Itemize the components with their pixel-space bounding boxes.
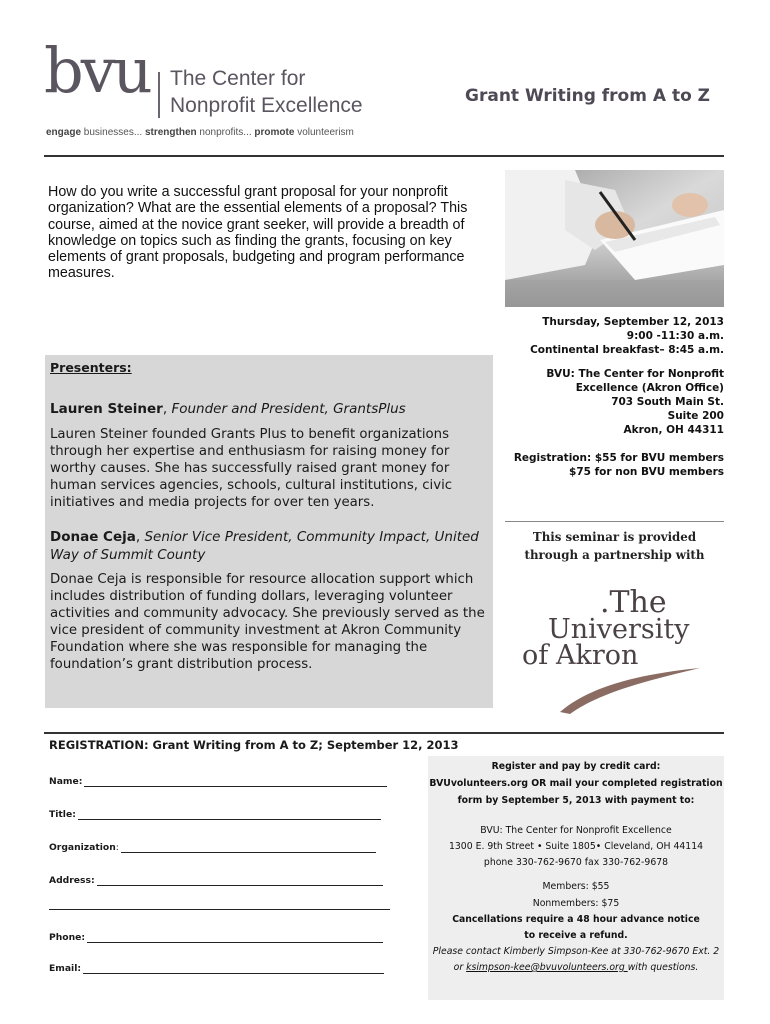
tagline: engage businesses... strengthen nonprofits... promote volunteerism [46, 127, 354, 138]
event-details [505, 315, 724, 489]
organization-field[interactable]: Organization: [49, 842, 376, 853]
payment-info-box [428, 756, 724, 1000]
cancellation-line2: to receive a refund. [524, 930, 628, 941]
price-members: Members: $55 [542, 881, 610, 892]
logo-akron: Akron [556, 640, 639, 671]
price-nonmembers: Nonmembers: $75 [532, 898, 620, 909]
email-field[interactable]: Email: [49, 963, 384, 974]
event-breakfast: Continental breakfast– 8:45 a.m. [530, 344, 724, 356]
pay-line2: BVUvolunteers.org OR mail your completed registration [429, 778, 723, 789]
org-name-line2: Nonprofit Excellence [170, 94, 363, 117]
presenter-1-name: Lauren Steiner, Founder and President, GrantsPlus [50, 401, 406, 417]
fee-members: Registration: $55 for BVU members [513, 452, 724, 464]
partnership-text: This seminar is provided through a partnership with [524, 530, 705, 562]
registration-divider [44, 732, 724, 734]
venue-street: 703 South Main St. [611, 396, 724, 408]
document-title: Grant Writing from A to Z [465, 86, 710, 106]
phone-field[interactable]: Phone: [49, 932, 383, 943]
presenters-heading: Presenters: [50, 360, 132, 375]
logo-divider [158, 72, 160, 118]
presenter-2-bio: Donae Ceja is responsible for resource allocation support which includes distribution of funding dollars, leveraging volunteer activities and community advocacy. She previously served as the vice president of community investment at Akron Community Foundation where she was responsible for managing the foundation’s grant distribution process. [50, 572, 485, 672]
address-line-2[interactable] [49, 900, 390, 910]
presenters-box [45, 355, 493, 708]
header-divider [44, 155, 724, 157]
event-date: Thursday, September 12, 2013 [542, 316, 724, 328]
registration-title: REGISTRATION: Grant Writing from A to Z; September 12, 2013 [49, 738, 459, 752]
contact-line2: or ksimpson-kee@bvuvolunteers.org with questions. [453, 962, 699, 973]
university-of-akron-logo [520, 584, 710, 714]
pay-line3: form by September 5, 2013 with payment to: [457, 795, 695, 806]
signing-document-photo [505, 170, 724, 307]
venue-city: Akron, OH 44311 [623, 424, 724, 436]
address-field[interactable]: Address: [49, 875, 383, 886]
bvu-logo: bvu [44, 34, 150, 107]
title-field[interactable]: Title: [49, 809, 381, 820]
logo-of: of [522, 640, 549, 671]
cancellation-line1: Cancellations require a 48 hour advance notice [452, 914, 700, 925]
presenter-2-name: Donae Ceja, Senior Vice President, Community Impact, United Way of Summit County [50, 529, 479, 563]
venue-suite: Suite 200 [667, 410, 724, 422]
contact-line1: Please contact Kimberly Simpson-Kee at 330-762-9670 Ext. 2 [432, 946, 720, 957]
venue-line2: Excellence (Akron Office) [575, 382, 724, 394]
intro-paragraph: How do you write a successful grant proposal for your nonprofit organization? What are the essential elements of a proposal? This course, aimed at the novice grant seeker, will provide a breadth of knowledge on topics such as finding the grants, focusing on key elements of grant proposals, budgeting and program performance measures. [48, 184, 468, 282]
fee-non-members: $75 for non BVU members [569, 466, 724, 478]
name-field[interactable]: Name: [49, 776, 387, 787]
contact-email-link[interactable]: ksimpson-kee@bvuvolunteers.org [466, 962, 628, 973]
mail-org: BVU: The Center for Nonprofit Excellence [480, 825, 672, 836]
logo-the: .The [600, 585, 667, 620]
phone-fax: phone 330-762-9670 fax 330-762-9678 [483, 857, 669, 868]
side-divider [505, 521, 724, 522]
org-name-line1: The Center for [170, 67, 306, 90]
venue-line1: BVU: The Center for Nonprofit [546, 368, 724, 380]
pay-line1: Register and pay by credit card: [491, 761, 661, 772]
event-time: 9:00 -11:30 a.m. [626, 330, 724, 342]
presenter-1-bio: Lauren Steiner founded Grants Plus to benefit organizations through her expertise and enthusiasm for raising money for worthy causes. She has successfully raised grant money for human services agencies, schools, cultural institutions, civic initiatives and media projects for over ten years. [50, 427, 453, 510]
mail-address: 1300 E. 9th Street • Suite 1805• Cleveland, OH 44114 [448, 841, 704, 852]
logo-university: University [548, 614, 690, 645]
